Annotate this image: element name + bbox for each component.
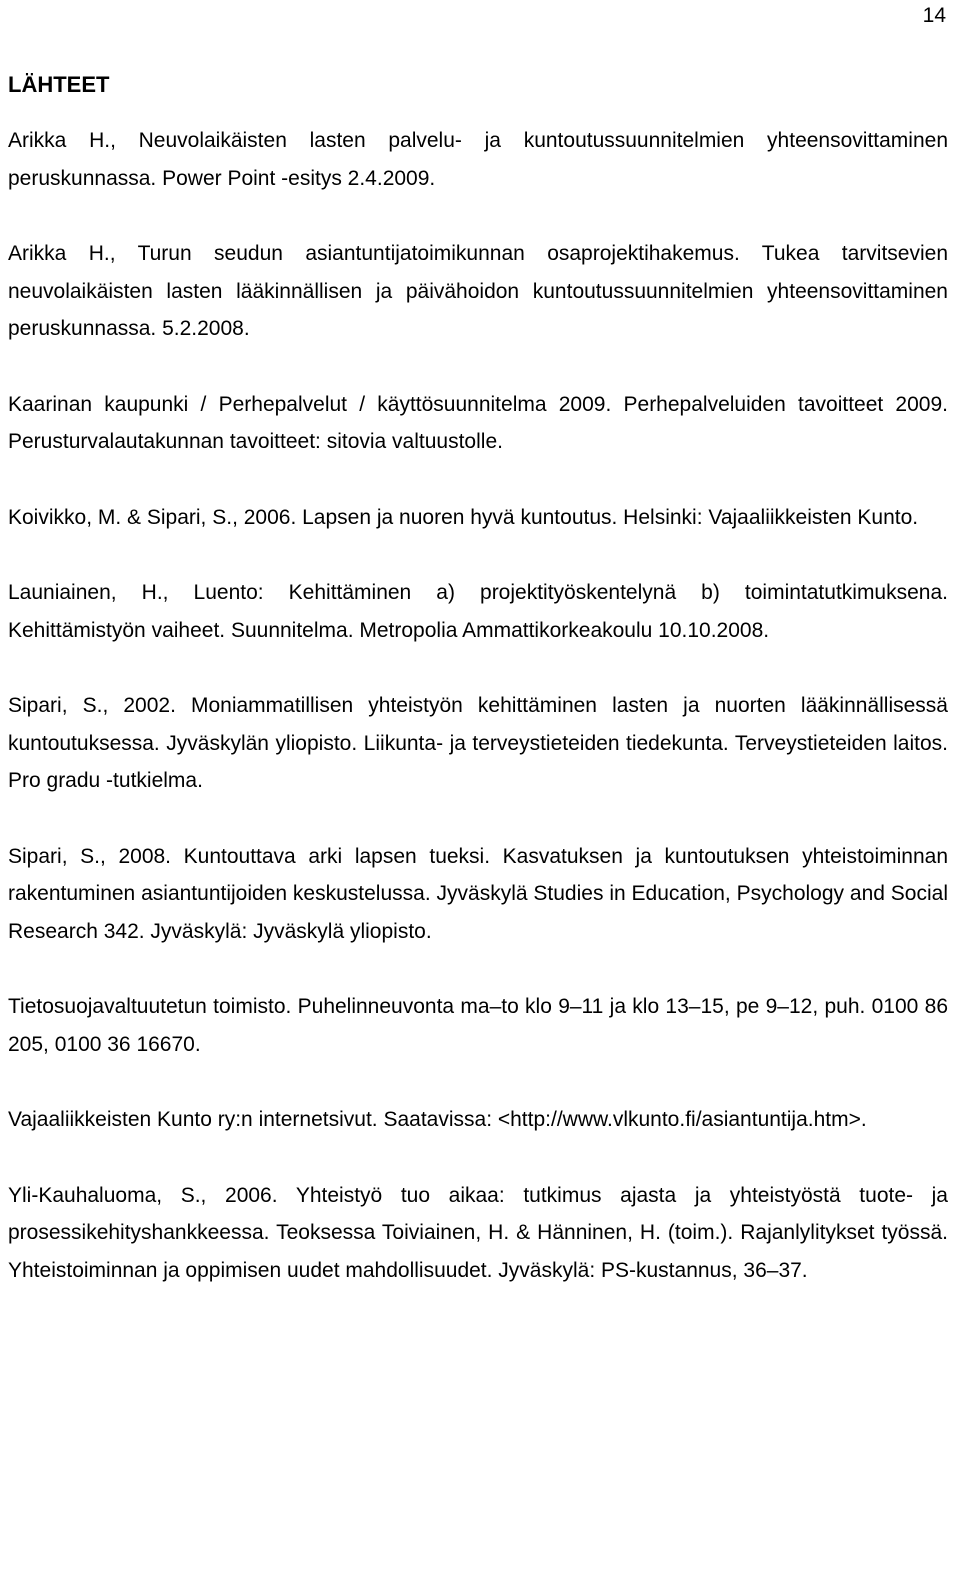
page-number: 14 [922, 4, 946, 27]
reference-item: Vajaaliikkeisten Kunto ry:n internetsivut. Saatavissa: <http://www.vlkunto.fi/asiantuntija.htm>. [8, 1108, 867, 1131]
reference-list [8, 122, 948, 1289]
reference-item: Arikka H., Turun seudun asiantuntijatoimikunnan osaprojektihakemus. Tukea tarvitsevien neuvolaikäisten lasten lääkinnällisen ja päivähoidon kuntoutussuunnitelmien yhteensovittaminen peruskunnassa. 5.2.2008. [8, 242, 948, 340]
page-heading: LÄHTEET [8, 72, 110, 97]
reference-item: Tietosuojavaltuutetun toimisto. Puhelinneuvonta ma–to klo 9–11 ja klo 13–15, pe 9–12, puh. 0100 86 205, 0100 36 16670. [8, 995, 948, 1056]
reference-item: Yli-Kauhaluoma, S., 2006. Yhteistyö tuo aikaa: tutkimus ajasta ja yhteistyöstä tuote- ja prosessikehityshankkeessa. Teoksessa Toiviainen, H. & Hänninen, H. (toim.). Rajanlylitykset työssä. Yhteistoiminnan ja oppimisen uudet mahdollisuudet. Jyväskylä: PS-kustannus, 36–37. [8, 1183, 948, 1282]
reference-item: Arikka H., Neuvolaikäisten lasten palvelu- ja kuntoutussuunnitelmien yhteensovittaminen peruskunnassa. Power Point -esitys 2.4.2009. [8, 129, 948, 190]
reference-item: Koivikko, M. & Sipari, S., 2006. Lapsen ja nuoren hyvä kuntoutus. Helsinki: Vajaaliikkeisten Kunto. [8, 505, 919, 529]
reference-item: Launiainen, H., Luento: Kehittäminen a) projektityöskentelynä b) toimintatutkimuksena. Kehittämistyön vaiheet. Suunnitelma. Metropolia Ammattikorkeakoulu 10.10.2008. [8, 581, 948, 642]
reference-item: Kaarinan kaupunki / Perhepalvelut / käyttösuunnitelma 2009. Perhepalveluiden tavoitteet 2009. Perusturvalautakunnan tavoitteet: sitovia valtuustolle. [8, 392, 948, 453]
reference-item: Sipari, S., 2008. Kuntouttava arki lapsen tueksi. Kasvatuksen ja kuntoutuksen yhteistoiminnan rakentuminen asiantuntijoiden keskustelussa. Jyväskylä Studies in Education, Psychology and Social Research 342. Jyväskylä: Jyväskylä yliopisto. [8, 844, 948, 943]
reference-item: Sipari, S., 2002. Moniammatillisen yhteistyön kehittäminen lasten ja nuorten lääkinnällisessä kuntoutuksessa. Jyväskylän yliopisto. Liikunta- ja terveystieteiden tiedekunta. Terveystieteiden laitos. Pro gradu -tutkielma. [8, 694, 948, 792]
